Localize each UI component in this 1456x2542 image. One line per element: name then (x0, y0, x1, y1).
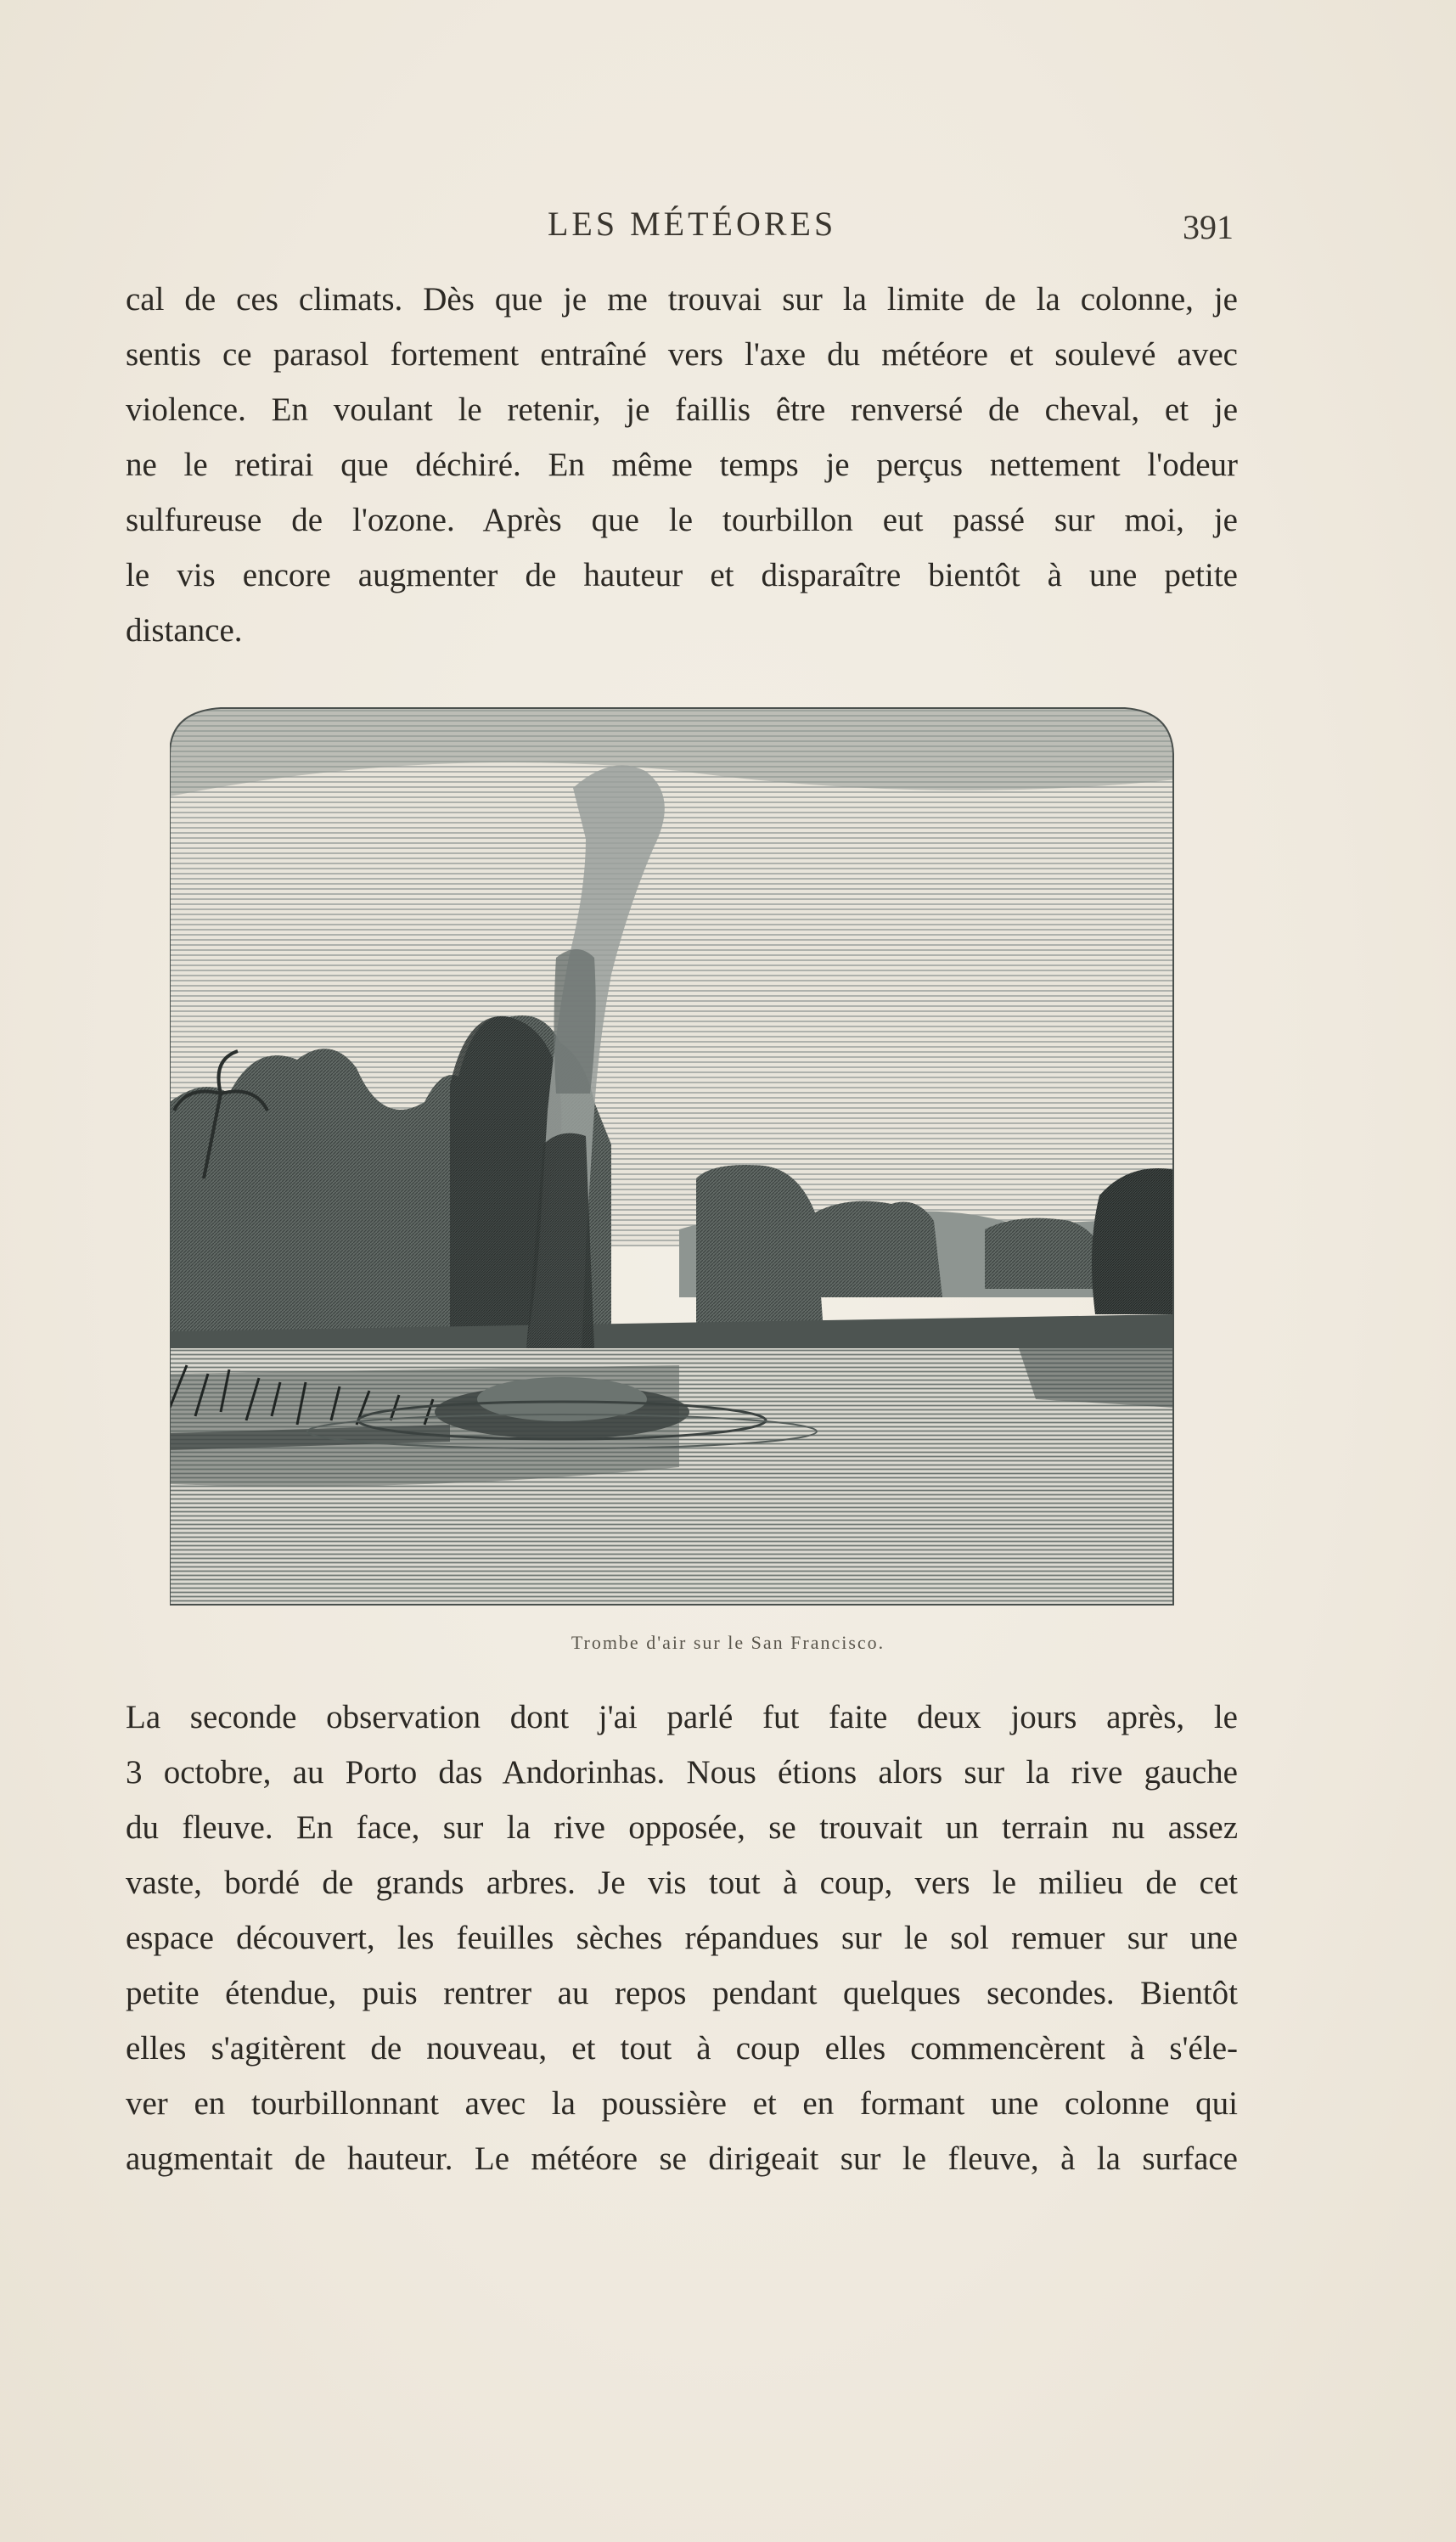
figure-caption: Trombe d'air sur le San Francisco. (571, 1632, 885, 1653)
text-line: du fleuve. En face, sur la rive opposée, se trouvait un terrain nu assez (126, 1809, 1238, 1846)
right-trees (1092, 1168, 1176, 1314)
text-line: La seconde observation dont j'ai parlé fut faite deux jours après, le (126, 1699, 1238, 1735)
running-head (0, 204, 1456, 255)
paragraph-top (126, 272, 1238, 658)
text-line: sentis ce parasol fortement entraîné vers l'axe du météore et soulevé avec (126, 336, 1238, 373)
text-line: violence. En voulant le retenir, je faillis être renversé de cheval, et je (126, 391, 1238, 428)
text-line: le vis encore augmenter de hauteur et disparaître bientôt à une petite (126, 557, 1238, 593)
text-line: distance. (126, 612, 243, 649)
text-line: ne le retirai que déchiré. En même temps je perçus nettement l'odeur (126, 447, 1238, 483)
text-line: augmentait de hauteur. Le météore se dirigeait sur le fleuve, à la surface (126, 2140, 1238, 2177)
text-line: 3 octobre, au Porto das Andorinhas. Nous étions alors sur la rive gauche (126, 1754, 1238, 1791)
text-line: espace découvert, les feuilles sèches répandues sur le sol remuer sur une (126, 1920, 1238, 1956)
running-title: LES MÉTÉORES (548, 205, 837, 243)
text-line: petite étendue, puis rentrer au repos pendant quelques secondes. Bientôt (126, 1975, 1238, 2011)
text-line: elles s'agitèrent de nouveau, et tout à coup elles commencèrent à s'éle- (126, 2030, 1238, 2067)
text-line: cal de ces climats. Dès que je me trouvai sur la limite de la colonne, je (126, 281, 1238, 318)
engraving-illustration (170, 703, 1176, 1607)
text-line: vaste, bordé de grands arbres. Je vis tout à coup, vers le milieu de cet (126, 1864, 1238, 1901)
paragraph-bottom (126, 1690, 1238, 2186)
text-line: ver en tourbillonnant avec la poussière et en formant une colonne qui (126, 2085, 1238, 2122)
text-line: sulfureuse de l'ozone. Après que le tourbillon eut passé sur moi, je (126, 502, 1238, 538)
page-number: 391 (1183, 208, 1234, 246)
waterspout-engraving (170, 703, 1176, 1607)
